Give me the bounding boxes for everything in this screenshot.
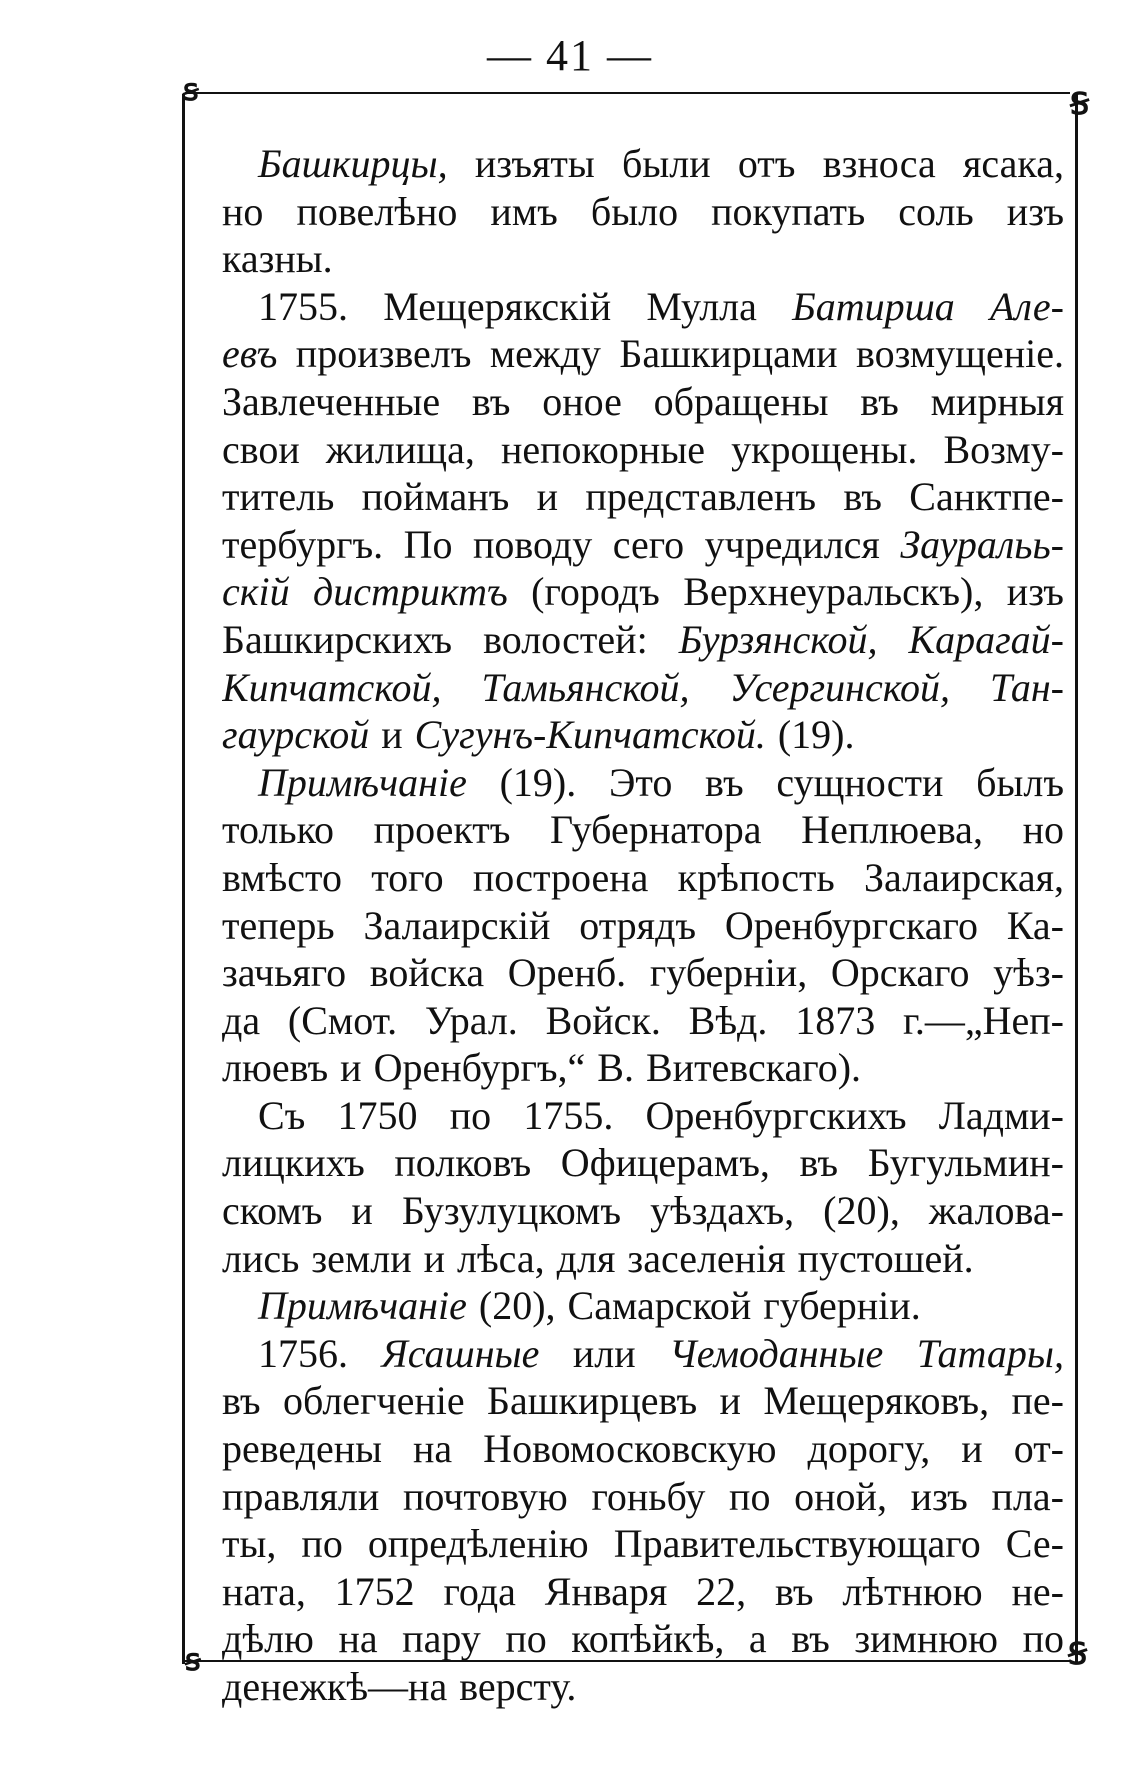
text-line	[222, 664, 1064, 712]
text-line	[222, 1282, 1064, 1330]
text-segment: правляли почтовую гоньбу по оной, изъ пла-	[222, 1473, 1064, 1519]
text-segment: только проектъ Губернатора Неплюева, но	[222, 807, 1064, 853]
italic-text-segment: Чемоданные Татары,	[669, 1330, 1064, 1376]
italic-text-segment: Ясашные	[381, 1330, 540, 1376]
text-segment: въ облегченіе Башкирцевъ и Мещеряковъ, пе-	[222, 1378, 1064, 1424]
ornament-bottom-left-icon: ꞩ	[185, 1644, 201, 1677]
text-line	[222, 1568, 1064, 1616]
text-line	[222, 330, 1064, 378]
italic-text-segment: Бурзянской, Карагай-	[678, 616, 1064, 662]
text-line	[222, 1330, 1064, 1378]
text-segment: лись земли и лѣса, для заселенія пустошей.	[222, 1235, 974, 1281]
text-segment: да (Смот. Урал. Войск. Вѣд. 1873 г.—„Неп-	[222, 997, 1064, 1043]
text-segment: лицкихъ полковъ Офицерамъ, въ Бугульмин-	[222, 1140, 1064, 1186]
text-line	[222, 1187, 1064, 1235]
text-segment: произвелъ между Башкирцами возмущеніе.	[277, 331, 1064, 377]
text-line	[222, 1615, 1064, 1663]
text-segment: теперь Залаирскій отрядъ Оренбургскаго Ка-	[222, 902, 1064, 948]
text-line	[222, 902, 1064, 950]
text-line	[222, 140, 1064, 188]
text-line	[222, 1377, 1064, 1425]
text-line	[222, 949, 1064, 997]
ornament-top-left-icon: ꞩ	[183, 74, 199, 107]
text-line	[222, 806, 1064, 854]
text-segment: (городъ Верхнеуральскъ), изъ	[507, 569, 1064, 615]
text-segment: казны.	[222, 236, 333, 282]
text-line	[222, 188, 1064, 236]
text-segment: люевъ и Оренбургъ,“ В. Витевскаго).	[222, 1045, 862, 1091]
text-segment: свои жилища, непокорные укрощены. Возму-	[222, 426, 1064, 472]
italic-text-segment: Сугунъ-Кипчатской.	[414, 712, 766, 758]
italic-text-segment: Батирша Але-	[792, 283, 1064, 329]
text-segment: (20), Самарской губерніи.	[466, 1283, 921, 1329]
text-segment: титель пойманъ и представленъ въ Санктпе-	[222, 474, 1064, 520]
text-line	[222, 854, 1064, 902]
text-segment: и	[369, 712, 415, 758]
text-segment: (19).	[765, 712, 855, 758]
text-line	[222, 1663, 1064, 1711]
text-line	[222, 1092, 1064, 1140]
text-segment: Башкирскихъ волостей:	[222, 616, 679, 662]
italic-text-segment: Кипчатской, Тамьянской, Усергинской, Тан-	[222, 664, 1064, 710]
text-segment: Завлеченные въ оное обращены въ мирныя	[222, 378, 1064, 424]
text-segment: 1755. Мещерякскій Мулла	[258, 283, 793, 329]
text-segment: или	[539, 1330, 670, 1376]
text-segment: но повелѣно имъ было покупать соль изъ	[222, 188, 1064, 234]
text-line	[222, 378, 1064, 426]
text-segment: Съ 1750 по 1755. Оренбургскихъ Ладми-	[258, 1092, 1064, 1138]
text-segment: скомъ и Бузулуцкомъ уѣздахъ, (20), жалова-	[222, 1188, 1064, 1234]
text-line	[222, 568, 1064, 616]
body-text	[222, 140, 1064, 1711]
text-segment: изъяты были отъ взноса ясака,	[447, 141, 1064, 186]
text-line	[222, 283, 1064, 331]
text-segment: (19). Это въ сущности былъ	[466, 759, 1064, 805]
italic-text-segment: Башкирцы,	[258, 141, 448, 186]
text-line	[222, 1473, 1064, 1521]
text-line	[222, 426, 1064, 474]
text-segment: зачьяго войска Оренб. губерніи, Орскаго уѣз-	[222, 950, 1064, 996]
italic-text-segment: Примѣчаніе	[258, 759, 467, 805]
text-line	[222, 235, 1064, 283]
page-number: — 41 —	[487, 31, 653, 80]
italic-text-segment: Примѣчаніе	[258, 1283, 467, 1329]
text-segment: реведены на Новомосковскую дорогу, и от-	[222, 1426, 1064, 1472]
ornament-bottom-right-icon: Ꞩ	[1068, 1638, 1088, 1671]
ornament-top-right-icon: Ꞩ	[1070, 88, 1090, 121]
text-line	[222, 1425, 1064, 1473]
text-line	[222, 1139, 1064, 1187]
text-segment: ты, по опредѣленію Правительствующаго Се-	[222, 1521, 1064, 1567]
text-segment: вмѣсто того построена крѣпость Залаирская,	[222, 854, 1064, 900]
italic-text-segment: скій дистриктъ	[222, 569, 508, 615]
text-line	[222, 1044, 1064, 1092]
italic-text-segment: гаурской	[222, 712, 370, 758]
text-line	[222, 521, 1064, 569]
italic-text-segment: Зауральь-	[900, 521, 1064, 567]
text-line	[222, 711, 1064, 759]
text-line	[222, 616, 1064, 664]
text-line	[222, 1520, 1064, 1568]
text-line	[222, 759, 1064, 807]
text-segment: 1756.	[258, 1330, 382, 1376]
text-segment: денежкѣ—на версту.	[222, 1664, 577, 1709]
italic-text-segment: евъ	[222, 331, 278, 377]
text-segment: ната, 1752 года Января 22, въ лѣтнюю не-	[222, 1568, 1064, 1614]
text-segment: дѣлю на пару по копѣйкѣ, а въ зимнюю по	[222, 1616, 1064, 1662]
text-segment: тербургъ. По поводу сего учредился	[222, 521, 901, 567]
text-line	[222, 1235, 1064, 1283]
text-line	[222, 997, 1064, 1045]
text-line	[222, 473, 1064, 521]
